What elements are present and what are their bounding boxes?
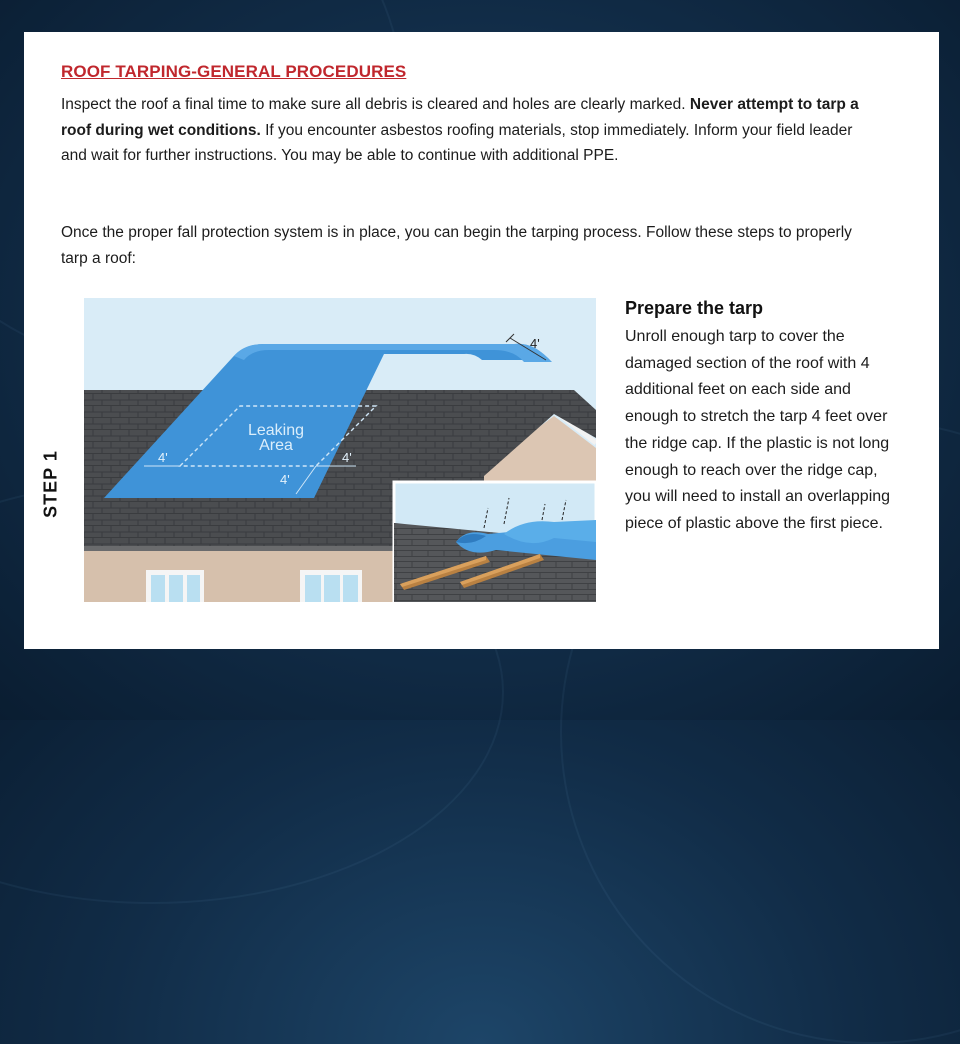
inset-detail [394,482,596,602]
step-number-label: STEP 1 [40,450,61,518]
measure-bottom-label: 4' [280,472,290,487]
warning-text: Never attempt to tarp a roof during wet conditions. [61,96,859,139]
measure-ridge-label: 4' [530,336,540,351]
slide-page [24,32,939,649]
intro-lead-text: Inspect the roof a final time to make sure all debris is cleared and holes are clearly marked. [61,96,686,113]
leaking-area-label-1: Leaking [247,422,305,439]
measure-left-label: 4' [158,450,168,465]
leaking-area-label-2: Area [259,437,293,454]
measure-right-label: 4' [342,450,352,465]
window-right [300,570,362,602]
ridge-measure-tick [506,334,514,342]
intro-paragraph [61,92,871,169]
roof-illustration-svg [84,298,596,602]
intro-tail-text: If you encounter asbestos roofing materials, stop immediately. Inform your field leader and wait for further instructions. You may be able to continue with additional PPE. [61,121,853,164]
section-heading: ROOF TARPING-GENERAL PROCEDURES [61,62,407,81]
step-title: Prepare the tarp [625,298,764,318]
steps-intro-paragraph: Once the proper fall protection system is in place, you can begin the tarping process. Follow these steps to properly tarp a roof: [61,224,852,267]
window-left [146,570,204,602]
roof-tarping-illustration [84,298,596,602]
step-description: Unroll enough tarp to cover the damaged section of the roof with 4 additional feet on each side and enough to stretch the tarp 4 feet over the ridge cap. If the plastic is not long enough to reach over the ridge cap, you will need to install an overlapping piece of plastic above the first piece. [625,328,891,532]
